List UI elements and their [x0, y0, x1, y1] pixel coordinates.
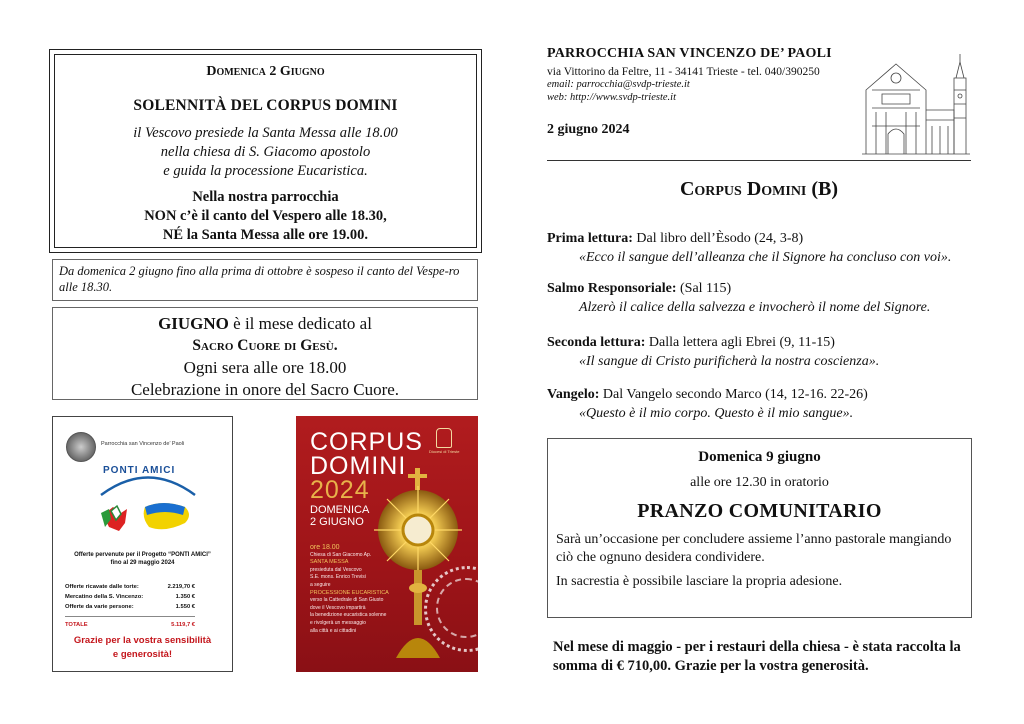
ponti-amici-logo-icon: [93, 465, 203, 543]
lunch-date: Domenica 9 giugno: [698, 449, 821, 465]
box1-title: SOLENNITÀ DEL CORPUS DOMINI: [133, 97, 398, 114]
poster1-logo-text: PONTI AMICI: [103, 465, 176, 476]
poster2-church: Chiesa di San Giacomo Ap.: [310, 551, 372, 558]
corpus-domini-box: [49, 49, 482, 253]
church-drawing-icon: [858, 50, 974, 156]
reading-quote: «Ecco il sangue dell’alleanza che il Signore ha concluso con voi».: [579, 250, 952, 265]
row-label: Offerte da varie persone:: [65, 604, 134, 610]
row-label: Offerte ricavate dalle torte:: [65, 584, 139, 590]
reading-header: [547, 229, 977, 248]
poster1-parish: Parrocchia san Vincenzo de’ Paoli: [101, 441, 185, 447]
lunch-title: PRANZO COMUNITARIO: [637, 500, 882, 522]
liturgy-title: Corpus Domini (B): [679, 178, 839, 200]
parish-header: [547, 46, 867, 138]
poster2-line: alla città e ai cittadini: [310, 627, 357, 634]
reading-quote: «Il sangue di Cristo purificherà la nostra coscienza».: [579, 354, 880, 369]
box1-lines: [55, 124, 476, 181]
parish-seal-icon: [66, 432, 96, 462]
table-divider: [65, 616, 195, 617]
parish-name: PARROCCHIA SAN VINCENZO DE’ PAOLI: [547, 46, 832, 61]
reading-header: [547, 333, 977, 352]
sacred-heart-line3: Ogni sera alle ore 18.00: [183, 358, 347, 377]
corpus-domini-poster: [296, 416, 478, 672]
sacred-heart-line4: Celebrazione in onore del Sacro Cuore.: [130, 380, 400, 399]
poster2-presided: presieduta dal Vescovo: [310, 566, 362, 573]
poster2-bishop: S.E. mons. Enrico Trevisi: [310, 574, 366, 581]
reading-header: [547, 279, 977, 298]
poster2-mass: SANTA MESSA: [310, 559, 349, 566]
table-row: [65, 592, 195, 602]
corpus-domini-box-inner: [54, 54, 477, 248]
header-divider: [547, 160, 971, 161]
community-lunch-box: [547, 438, 972, 618]
box1-notice: [55, 188, 476, 245]
box1-line: nella chiesa di S. Giacomo apostolo: [160, 144, 371, 160]
reading-label: Vangelo:: [547, 387, 600, 402]
box1-notice-line: NÉ la Santa Messa alle ore 19.00.: [162, 227, 369, 243]
table-total-row: [65, 620, 195, 630]
row-value: 1.350 €: [175, 594, 195, 600]
poster2-program: [310, 544, 402, 635]
table-row: [65, 602, 195, 612]
diocese-coat-icon: [436, 428, 452, 448]
reading-ref: (Sal 115): [676, 281, 732, 296]
row-value: 2.219,70 €: [167, 584, 195, 590]
poster2-to: verso la Cattedrale di San Giusto: [310, 597, 384, 604]
poster2-line: dove il Vescovo impartirà: [310, 604, 366, 611]
poster2-line: la benedizione eucaristica solenne: [310, 612, 387, 619]
reading-label: Salmo Responsoriale:: [547, 281, 677, 296]
sacred-heart-box: [52, 307, 478, 400]
sacred-heart-line1-rest: è il mese dedicato al: [228, 314, 372, 333]
donation-note: Nel mese di maggio - per i restauri della chiesa - è stata raccolta la somma di € 710,00. Grazie per la vostra generosità.: [553, 639, 961, 674]
vespers-notice-box: [52, 259, 478, 301]
poster2-title-line: DOMINI: [310, 452, 407, 480]
lunch-signup: In sacrestia è possibile lasciare la propria adesione.: [556, 574, 843, 589]
row-label: Mercatino della S. Vincenzo:: [65, 594, 144, 600]
poster2-date-text: 2 GIUGNO: [310, 516, 364, 528]
poster1-table: [65, 582, 195, 630]
poster1-thanks: [53, 634, 232, 662]
reading-gospel: [547, 385, 977, 423]
box1-date-month: Giugno: [279, 64, 325, 79]
reading-first: [547, 229, 977, 267]
poster1-heading2: fino al 29 maggio 2024: [110, 560, 175, 566]
lunch-description: Sarà un’occasione per concludere assieme l’anno pastorale mangiando ciò che ognuno desidera condividere.: [556, 532, 952, 565]
poster1-heading1: Offerte pervenute per il Progetto “PONTI AMICI”: [74, 552, 211, 558]
reading-label: Seconda lettura:: [547, 335, 646, 350]
box1-date-prefix: Domenica: [206, 64, 266, 79]
reading-header: [547, 385, 977, 404]
poster1-thanks-line: Grazie per la vostra sensibilità: [73, 635, 212, 646]
box1-line: il Vescovo presiede la Santa Messa alle 18.00: [133, 125, 398, 141]
poster1-thanks-line: e generosità!: [112, 649, 173, 660]
reading-second: [547, 333, 977, 371]
sacred-heart-line2: Sacro Cuore di Gesù.: [192, 337, 338, 354]
box1-notice-line: Nella nostra parrocchia: [192, 189, 339, 205]
reading-ref: Dal Vangelo secondo Marco (14, 12-16. 22-26): [599, 387, 868, 402]
poster2-procession: PROCESSIONE EUCARISTICA: [310, 589, 389, 596]
box1-date-day: 2: [269, 64, 277, 79]
poster2-day: DOMENICA: [310, 504, 370, 516]
reading-label: Prima lettura:: [547, 231, 633, 246]
poster2-date: [310, 504, 369, 528]
box1-date: [55, 64, 476, 80]
reading-quote: Alzerò il calice della salvezza e invocherò il nome del Signore.: [579, 300, 931, 315]
box1-line: e guida la processione Eucaristica.: [163, 163, 368, 179]
poster2-time: ore 18.00: [310, 544, 340, 551]
poster2-follows: a seguire: [310, 581, 331, 588]
parish-web: web: http://www.svdp-trieste.it: [547, 92, 677, 103]
total-label: TOTALE: [65, 622, 88, 628]
poster2-title-line: CORPUS: [310, 428, 423, 456]
reading-quote: «Questo è il mio corpo. Questo è il mio sangue».: [579, 406, 854, 421]
poster2-diocese: Diocesi di Trieste: [429, 449, 460, 454]
parish-email: email: parrocchia@svdp-trieste.it: [547, 79, 690, 90]
reading-ref: Dal libro dell’Èsodo (24, 3-8): [632, 231, 804, 246]
table-row: [65, 582, 195, 592]
poster2-line: e rivolgerà un messaggio: [310, 619, 366, 626]
row-value: 1.550 €: [175, 604, 195, 610]
month-name: GIUGNO: [158, 314, 229, 333]
vespers-notice-text: Da domenica 2 giugno fino alla prima di ottobre è sospeso il canto del Vespe-ro alle 18.30.: [59, 264, 460, 294]
sacred-heart-line1: [53, 313, 477, 335]
bulletin-date: 2 giugno 2024: [547, 122, 630, 137]
reading-psalm: [547, 279, 977, 317]
total-value: 5.119,7 €: [171, 622, 195, 628]
reading-ref: Dalla lettera agli Ebrei (9, 11-15): [645, 335, 835, 350]
poster2-year: 2024: [310, 476, 370, 504]
ponti-amici-poster: [52, 416, 233, 672]
parish-address: via Vittorino da Feltre, 11 - 34141 Trieste - tel. 040/390250: [547, 66, 820, 78]
lunch-time: alle ore 12.30 in oratorio: [690, 475, 829, 490]
box1-notice-line: NON c’è il canto del Vespero alle 18.30,: [144, 208, 387, 224]
